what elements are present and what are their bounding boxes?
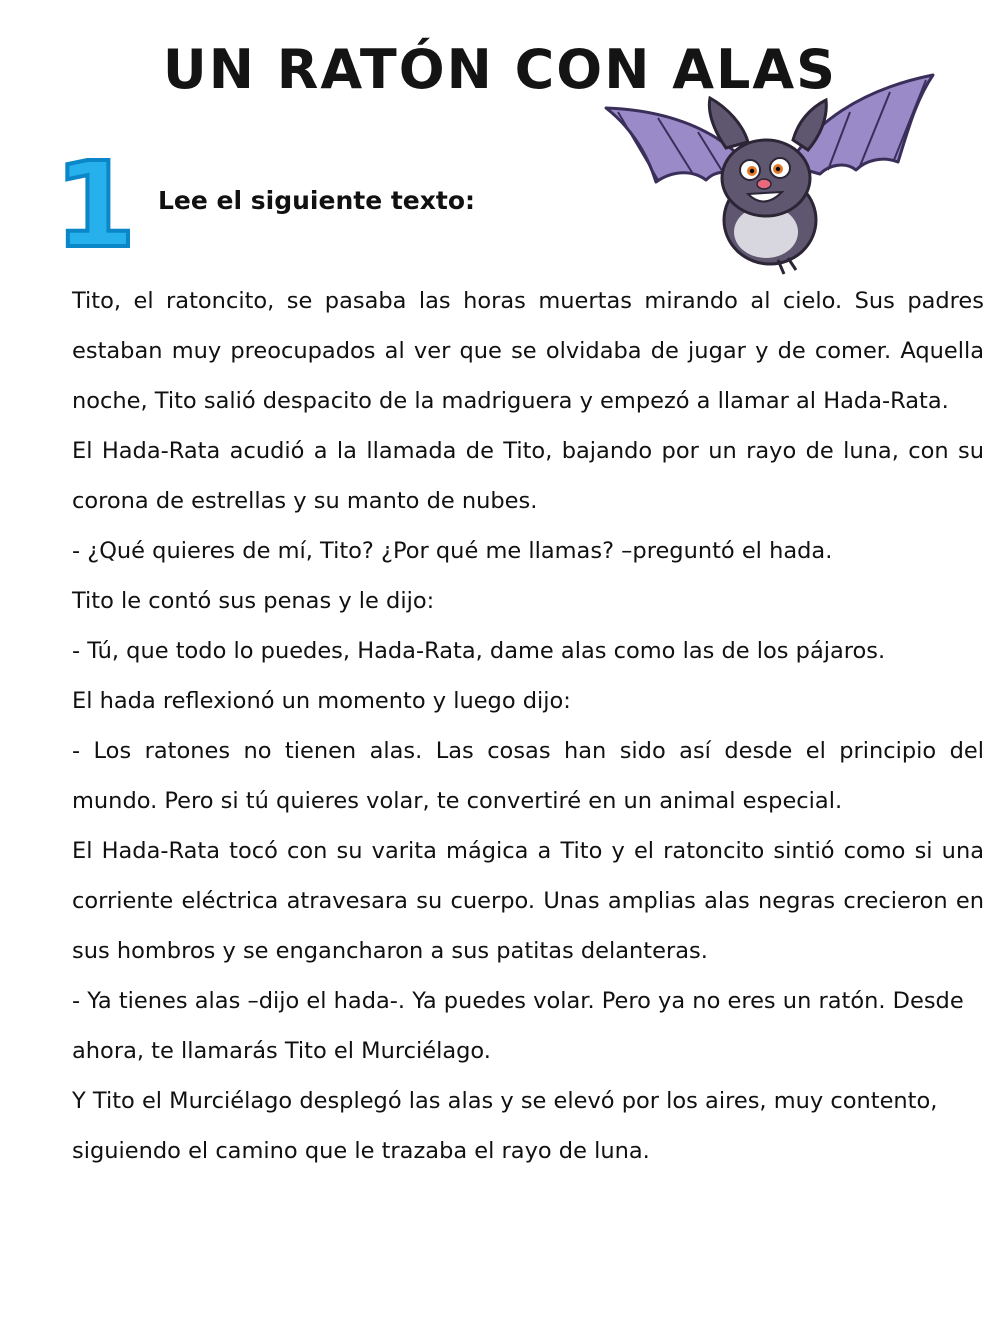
story-paragraph: Tito, el ratoncito, se pasaba las horas muertas mirando al cielo. Sus padres estaban muy preocupados al ver que se olvidaba de jugar y de comer. Aquella noche, Tito salió despacito de la madriguera y empezó a llamar al Hada-Rata. — [72, 288, 984, 414]
bat-icon — [598, 70, 938, 280]
story-text — [72, 276, 984, 1176]
story-paragraph: El Hada-Rata acudió a la llamada de Tito, bajando por un rayo de luna, con su corona de estrellas y su manto de nubes. — [72, 438, 984, 514]
exercise-number-badge — [50, 136, 150, 274]
story-paragraph: - Los ratones no tienen alas. Las cosas han sido así desde el principio del mundo. Pero si tú quieres volar, te convertiré en un animal especial. — [72, 738, 984, 814]
story-paragraph: El Hada-Rata tocó con su varita mágica a Tito y el ratoncito sintió como si una corriente eléctrica atravesara su cuerpo. Unas amplias alas negras crecieron en sus hombros y se engancharon a sus patitas delanteras. — [72, 838, 984, 964]
exercise-instruction: Lee el siguiente texto: — [158, 186, 476, 215]
story-paragraph: - Ya tienes alas –dijo el hada-. Ya puedes volar. Pero ya no eres un ratón. Desde ahora, te llamarás Tito el Murciélago. — [72, 988, 964, 1064]
story-paragraph: - Tú, que todo lo puedes, Hada-Rata, dame alas como las de los pájaros. — [72, 638, 886, 664]
page-title: UN RATÓN CON ALAS — [162, 38, 838, 101]
story-paragraph: - ¿Qué quieres de mí, Tito? ¿Por qué me llamas? –preguntó el hada. — [72, 538, 833, 564]
story-paragraph: El hada reflexionó un momento y luego dijo: — [72, 688, 571, 714]
story-paragraph: Tito le contó sus penas y le dijo: — [72, 588, 435, 614]
exercise-number: 1 — [53, 136, 137, 274]
story-paragraph: Y Tito el Murciélago desplegó las alas y se elevó por los aires, muy contento, siguiendo el camino que le trazaba el rayo de luna. — [72, 1088, 938, 1164]
